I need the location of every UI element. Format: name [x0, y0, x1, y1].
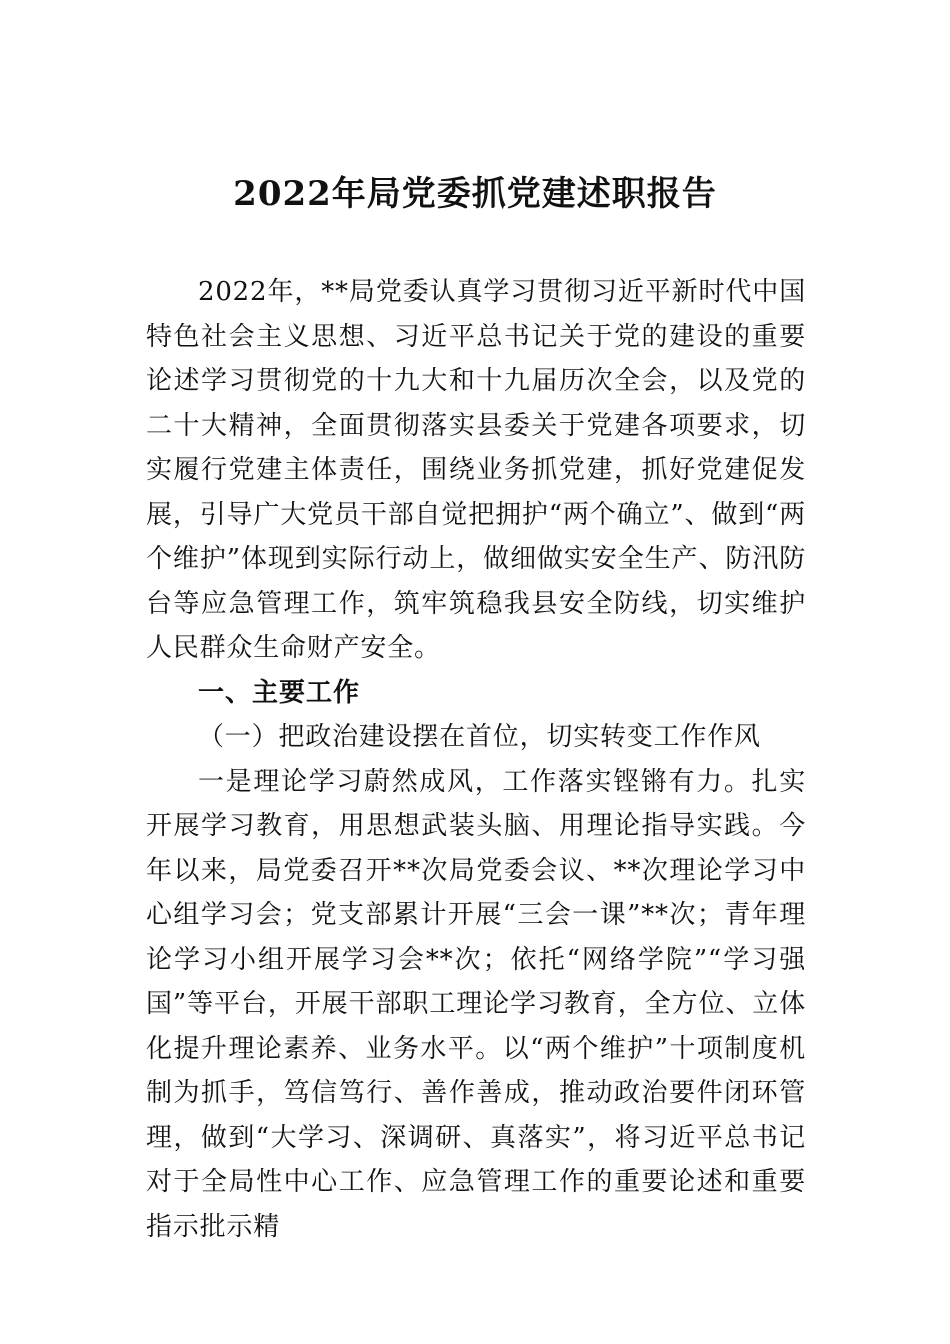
subsection-heading-political-construction: （一）把政治建设摆在首位，切实转变工作作风 [198, 722, 761, 752]
document-title: 2022年局党委抓党建述职报告 [233, 174, 717, 214]
intro-paragraph: 2022年，**局党委认真学习贯彻习近平新时代中国特色社会主义思想、习近平总书记关于党的建设的重要论述学习贯彻党的十九大和十九届历次全会，以及党的二十大精神，全面贯彻落实县委关于党建各项要求，切实履行党建主体责任，围绕业务抓党建，抓好党建促发展，引导广大党员干部自觉把拥护“两个确立”、做到“两个维护”体现到实际行动上，做细做实安全生产、防汛防台等应急管理工作，筑牢筑稳我县安全防线，切实维护人民群众生命财产安全。 [146, 277, 806, 663]
section-heading-main-work: 一、主要工作 [198, 677, 361, 708]
theory-study-paragraph: 一是理论学习蔚然成风，工作落实铿锵有力。扎实开展学习教育，用思想武装头脑、用理论指导实践。今年以来，局党委召开**次局党委会议、**次理论学习中心组学习会；党支部累计开展“三会一课”**次；青年理论学习小组开展学习会**次；依托“网络学院”“学习强国”等平台，开展干部职工理论学习教育，全方位、立体化提升理论素养、业务水平。以“两个维护”十项制度机制为抓手，笃信笃行、善作善成，推动政治要件闭环管理，做到“大学习、深调研、真落实”，将习近平总书记对于全局性中心工作、应急管理工作的重要论述和重要指示批示精 [146, 766, 806, 1242]
document-body [146, 270, 806, 1249]
